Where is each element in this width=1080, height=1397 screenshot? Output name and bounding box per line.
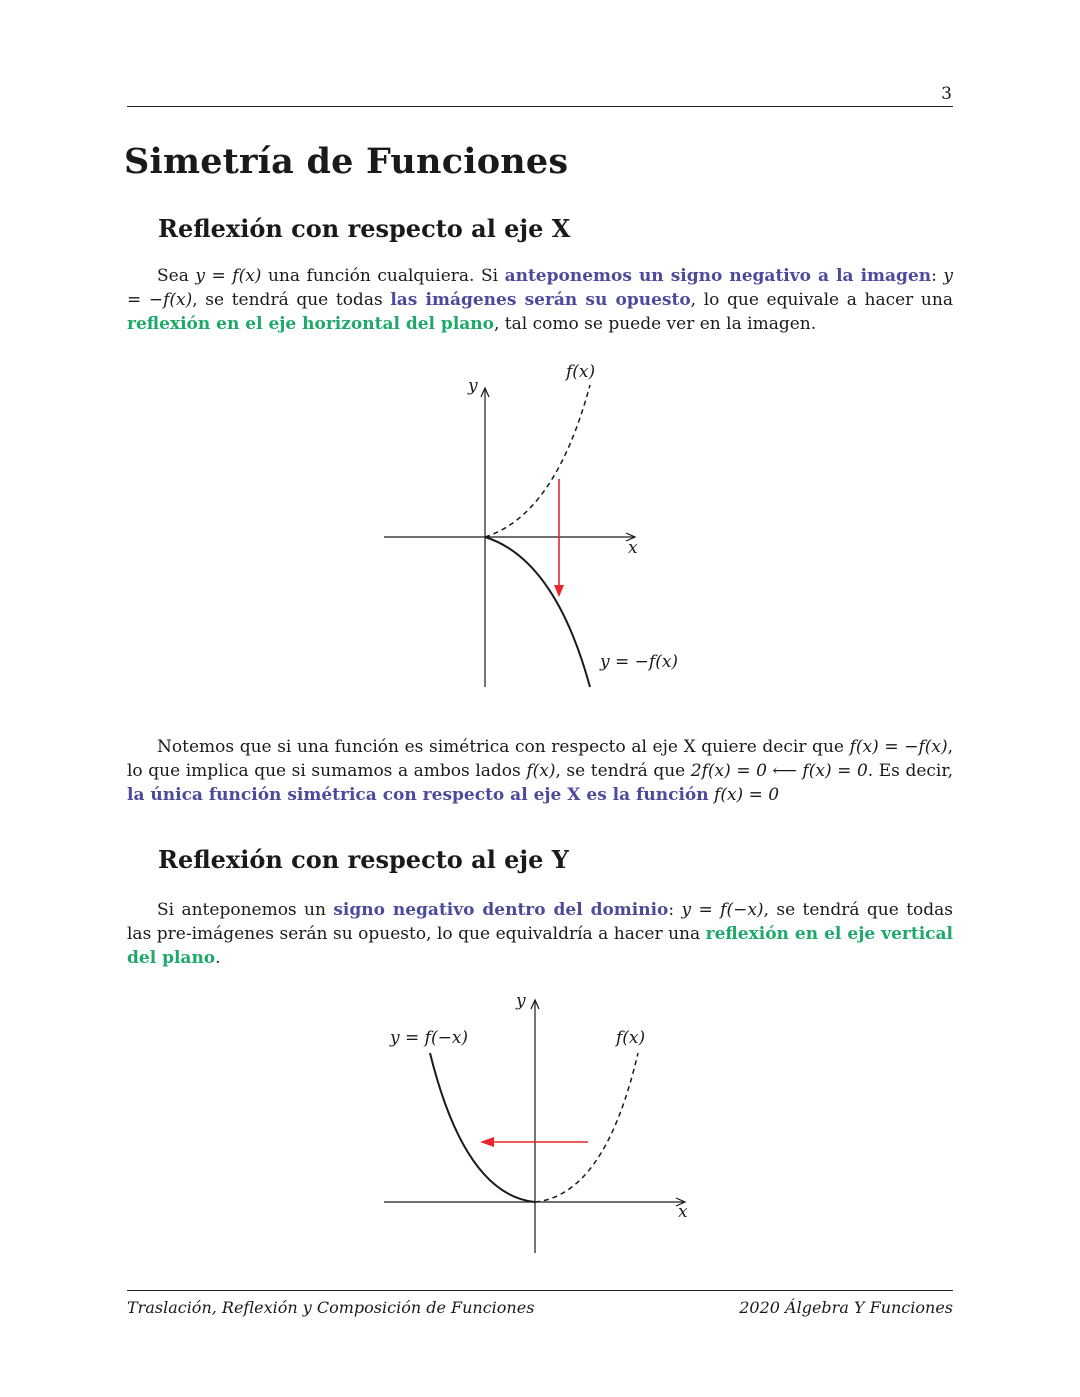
x-axis-label: x — [678, 1202, 688, 1222]
page-title: Simetría de Funciones — [124, 141, 569, 182]
section-heading-y: Reflexión con respecto al eje Y — [158, 845, 569, 874]
math-expression: y = −f(x) — [127, 266, 953, 310]
math-expression: y = f(−x) — [681, 900, 764, 920]
footer-left: Traslación, Reflexión y Composición de Funciones — [127, 1298, 535, 1317]
reflection-arrowhead — [554, 585, 564, 597]
footer-right: 2020 Álgebra Y Funciones — [739, 1298, 953, 1317]
y-axis-label: y — [516, 991, 526, 1011]
figure-reflexion-x — [370, 355, 710, 700]
math-expression: f(x) — [526, 761, 556, 781]
curve-minus-f-x — [485, 537, 590, 687]
paragraph-reflexion-x — [127, 264, 953, 336]
page-number: 3 — [941, 84, 952, 104]
paragraph-reflexion-y — [127, 898, 953, 970]
y-axis-label: y — [468, 376, 478, 396]
text-span: , se tendrá que todas las pre-imágenes serán su opuesto, lo que equivaldría a hacer una — [127, 900, 954, 944]
text-span: , lo que equivale a hacer una — [690, 290, 953, 310]
curve-label-minus-f-x: y = −f(x) — [600, 652, 679, 672]
text-span: Notemos que si una función es simétrica con respecto al eje X quiere decir que — [157, 737, 850, 757]
header-rule — [127, 106, 953, 107]
figure-reflexion-y — [370, 985, 710, 1260]
text-span: , tal como se puede ver en la imagen. — [494, 314, 817, 334]
math-expression: y = f(x) — [195, 266, 262, 286]
text-span: Sea — [157, 266, 196, 286]
highlight-blue: la única función simétrica con respecto al eje X es la función — [127, 785, 709, 805]
curve-f-minus-x — [430, 1053, 535, 1202]
highlight-green: reflexión en el eje vertical del plano — [127, 924, 953, 968]
text-span: , se tendrá que — [555, 761, 691, 781]
text-span: . Es decir, — [867, 761, 954, 781]
math-expression: f(x) = 0 — [714, 785, 780, 805]
math-expression: f(x) = −f(x) — [849, 737, 948, 757]
reflection-arrowhead — [480, 1137, 494, 1147]
curve-f-x — [485, 385, 590, 537]
highlight-blue: las imágenes serán su opuesto — [390, 290, 691, 310]
text-span: : — [931, 266, 944, 286]
highlight-blue: signo negativo dentro del dominio — [333, 900, 669, 920]
x-axis-label: x — [628, 538, 638, 558]
math-expression: 2f(x) = 0 ⟵ f(x) = 0 — [690, 761, 868, 781]
curve-f-x — [535, 1053, 638, 1202]
curve-label-f-minus-x: y = f(−x) — [390, 1028, 469, 1048]
text-span: , lo que implica que si sumamos a ambos lados — [127, 737, 953, 781]
text-span: una función cualquiera. Si — [261, 266, 505, 286]
highlight-green: reflexión en el eje horizontal del plano — [127, 314, 494, 334]
footer-rule — [127, 1290, 953, 1291]
section-heading-x: Reflexión con respecto al eje X — [158, 214, 571, 243]
curve-label-f-x: f(x) — [566, 362, 596, 382]
text-span: : — [668, 900, 682, 920]
text-span: , se tendrá que todas — [192, 290, 391, 310]
highlight-blue: anteponemos un signo negativo a la imagen — [504, 266, 932, 286]
curve-label-f-x: f(x) — [616, 1028, 646, 1048]
text-span: Si anteponemos un — [157, 900, 334, 920]
paragraph-simetria-x — [127, 735, 953, 807]
text-span: . — [215, 948, 221, 968]
